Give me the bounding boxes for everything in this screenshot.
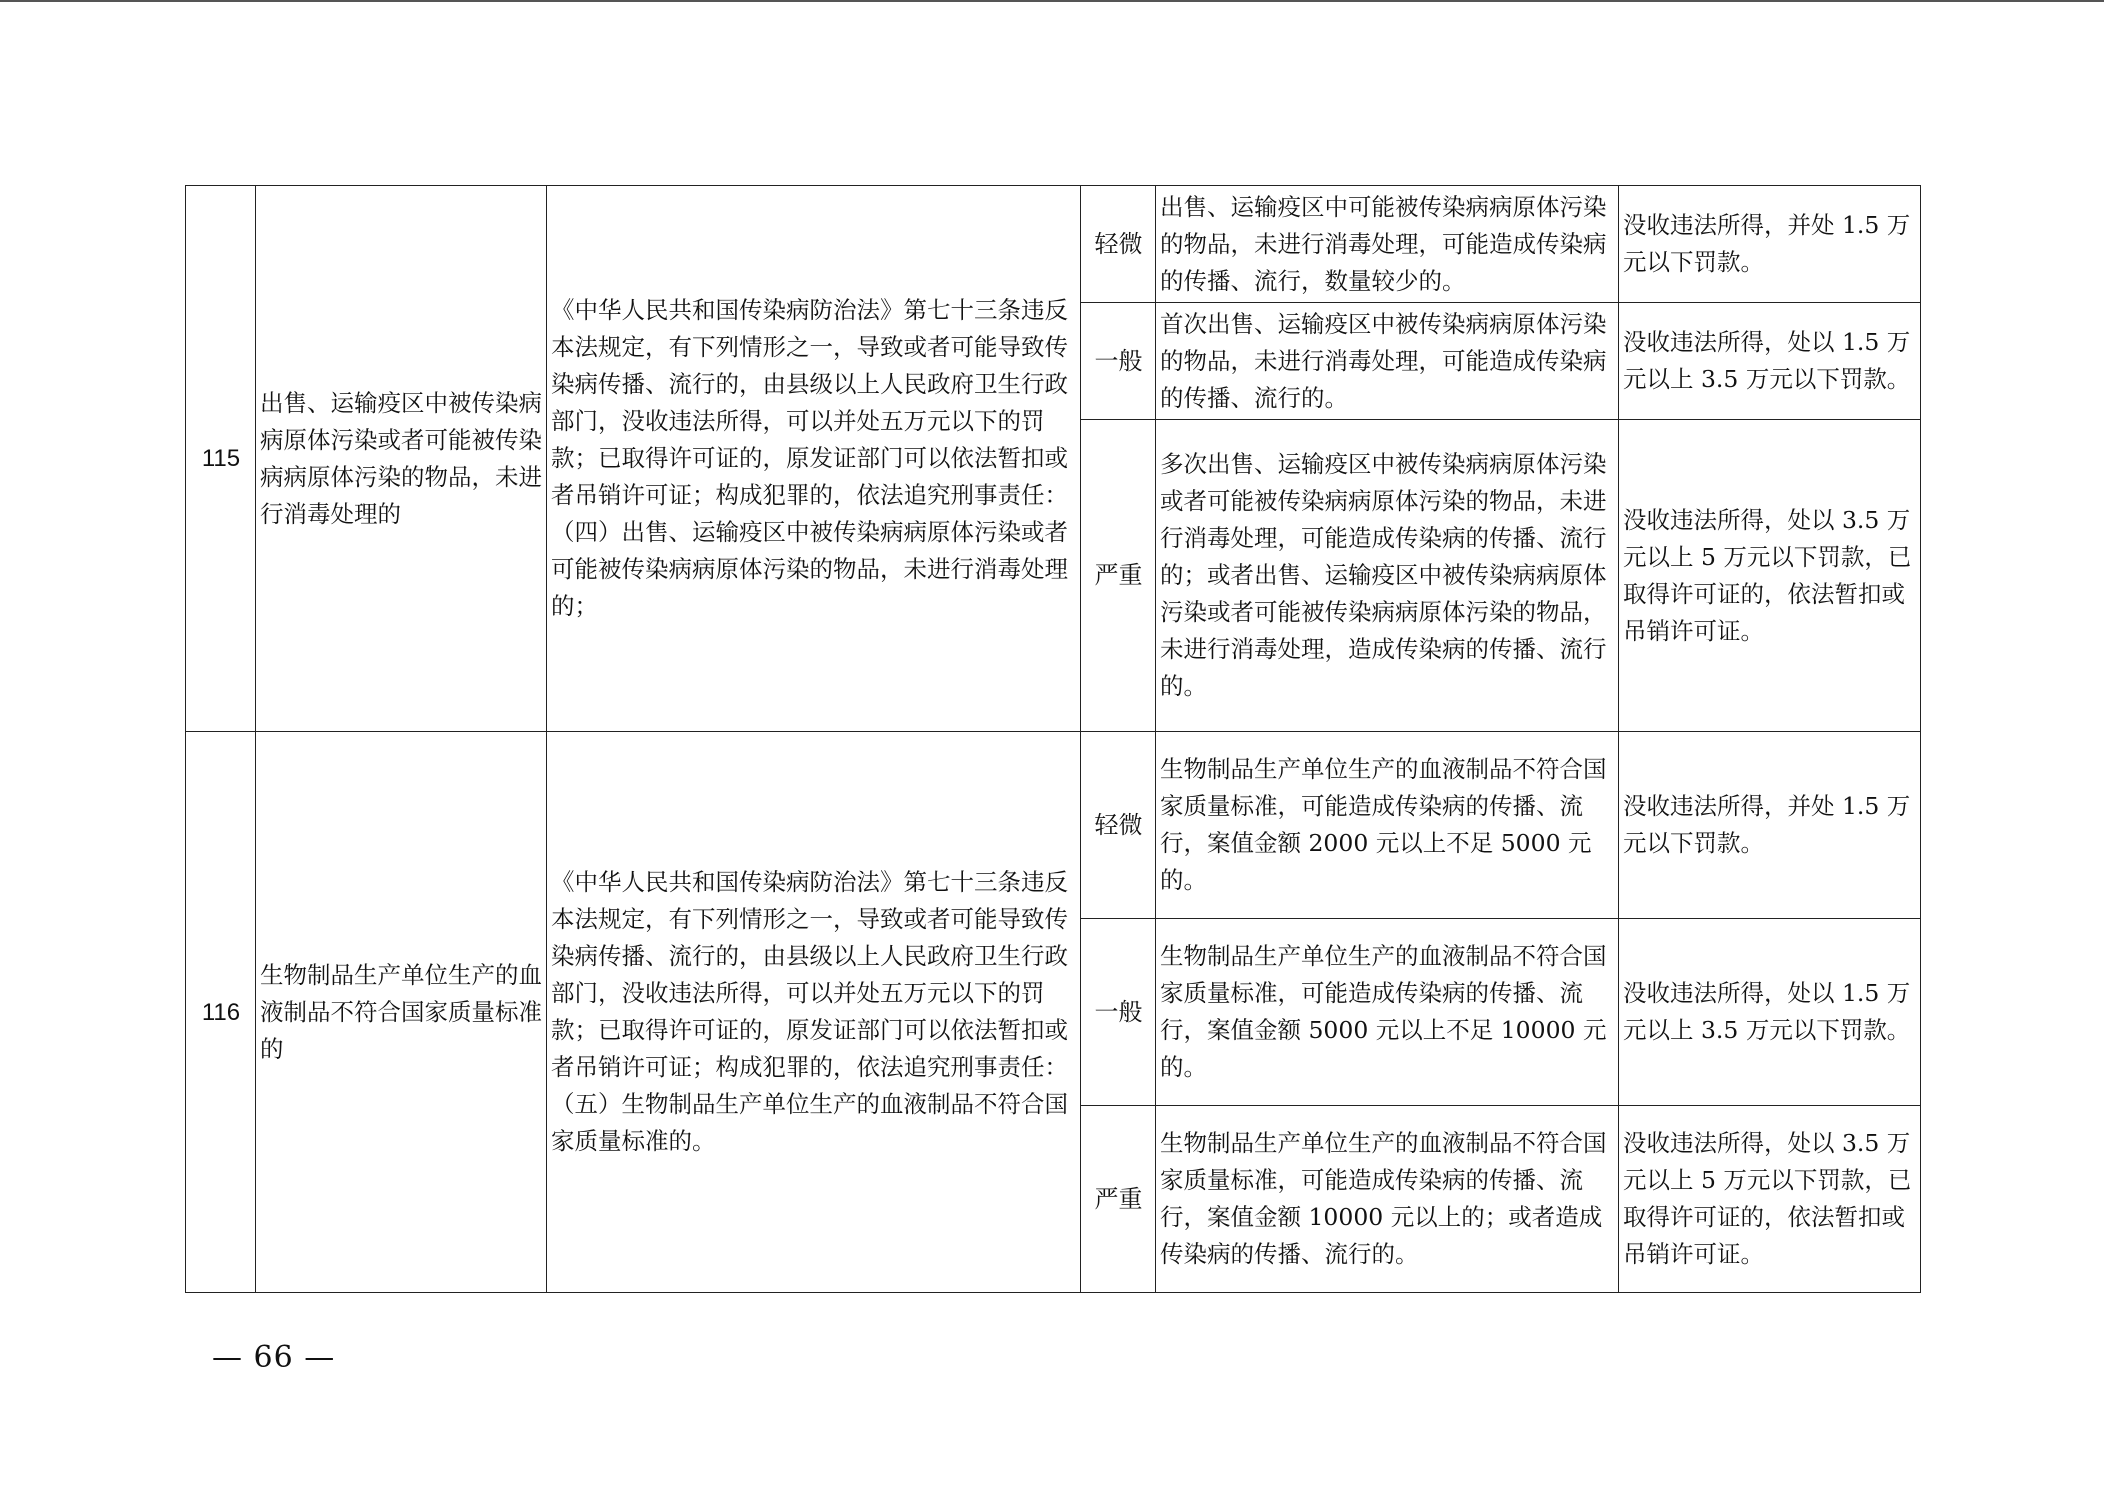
severity-level: 轻微 — [1081, 732, 1156, 919]
violation-description: 生物制品生产单位生产的血液制品不符合国家质量标准的 — [256, 732, 547, 1293]
circumstance-description: 生物制品生产单位生产的血液制品不符合国家质量标准，可能造成传染病的传播、流行，案值金额 5000 元以上不足 10000 元的。 — [1156, 919, 1619, 1106]
violation-description: 出售、运输疫区中被传染病病原体污染或者可能被传染病病原体污染的物品，未进行消毒处理的 — [256, 186, 547, 732]
penalty-standard: 没收违法所得，并处 1.5 万元以下罚款。 — [1619, 732, 1921, 919]
circumstance-description: 多次出售、运输疫区中被传染病病原体污染或者可能被传染病病原体污染的物品，未进行消毒处理，可能造成传染病的传播、流行的；或者出售、运输疫区中被传染病病原体污染或者可能被传染病病原体污染的物品，未进行消毒处理，造成传染病的传播、流行的。 — [1156, 420, 1619, 732]
circumstance-description: 生物制品生产单位生产的血液制品不符合国家质量标准，可能造成传染病的传播、流行，案值金额 2000 元以上不足 5000 元的。 — [1156, 732, 1619, 919]
penalty-standard: 没收违法所得，处以 1.5 万元以上 3.5 万元以下罚款。 — [1619, 303, 1921, 420]
page-number: — 66 — — [212, 1340, 336, 1375]
table-row — [186, 732, 1921, 919]
circumstance-description: 出售、运输疫区中可能被传染病病原体污染的物品，未进行消毒处理，可能造成传染病的传播、流行，数量较少的。 — [1156, 186, 1619, 303]
penalty-discretion-table — [185, 185, 1921, 1293]
severity-level: 一般 — [1081, 303, 1156, 420]
penalty-standard: 没收违法所得，并处 1.5 万元以下罚款。 — [1619, 186, 1921, 303]
severity-level: 轻微 — [1081, 186, 1156, 303]
severity-level: 严重 — [1081, 1106, 1156, 1293]
item-number: 115 — [186, 186, 256, 732]
penalty-standard: 没收违法所得，处以 3.5 万元以上 5 万元以下罚款，已取得许可证的，依法暂扣或吊销许可证。 — [1619, 420, 1921, 732]
circumstance-description: 首次出售、运输疫区中被传染病病原体污染的物品，未进行消毒处理，可能造成传染病的传播、流行的。 — [1156, 303, 1619, 420]
penalty-standard: 没收违法所得，处以 1.5 万元以上 3.5 万元以下罚款。 — [1619, 919, 1921, 1106]
legal-basis: 《中华人民共和国传染病防治法》第七十三条违反本法规定，有下列情形之一，导致或者可能导致传染病传播、流行的，由县级以上人民政府卫生行政部门，没收违法所得，可以并处五万元以下的罚款；已取得许可证的，原发证部门可以依法暂扣或者吊销许可证；构成犯罪的，依法追究刑事责任：（四）出售、运输疫区中被传染病病原体污染或者可能被传染病病原体污染的物品，未进行消毒处理的； — [547, 186, 1081, 732]
table-row — [186, 186, 1921, 303]
item-number: 116 — [186, 732, 256, 1293]
penalty-standard: 没收违法所得，处以 3.5 万元以上 5 万元以下罚款，已取得许可证的，依法暂扣或吊销许可证。 — [1619, 1106, 1921, 1293]
circumstance-description: 生物制品生产单位生产的血液制品不符合国家质量标准，可能造成传染病的传播、流行，案值金额 10000 元以上的；或者造成传染病的传播、流行的。 — [1156, 1106, 1619, 1293]
severity-level: 一般 — [1081, 919, 1156, 1106]
legal-basis: 《中华人民共和国传染病防治法》第七十三条违反本法规定，有下列情形之一，导致或者可能导致传染病传播、流行的，由县级以上人民政府卫生行政部门，没收违法所得，可以并处五万元以下的罚款；已取得许可证的，原发证部门可以依法暂扣或者吊销许可证；构成犯罪的，依法追究刑事责任：（五）生物制品生产单位生产的血液制品不符合国家质量标准的。 — [547, 732, 1081, 1293]
severity-level: 严重 — [1081, 420, 1156, 732]
